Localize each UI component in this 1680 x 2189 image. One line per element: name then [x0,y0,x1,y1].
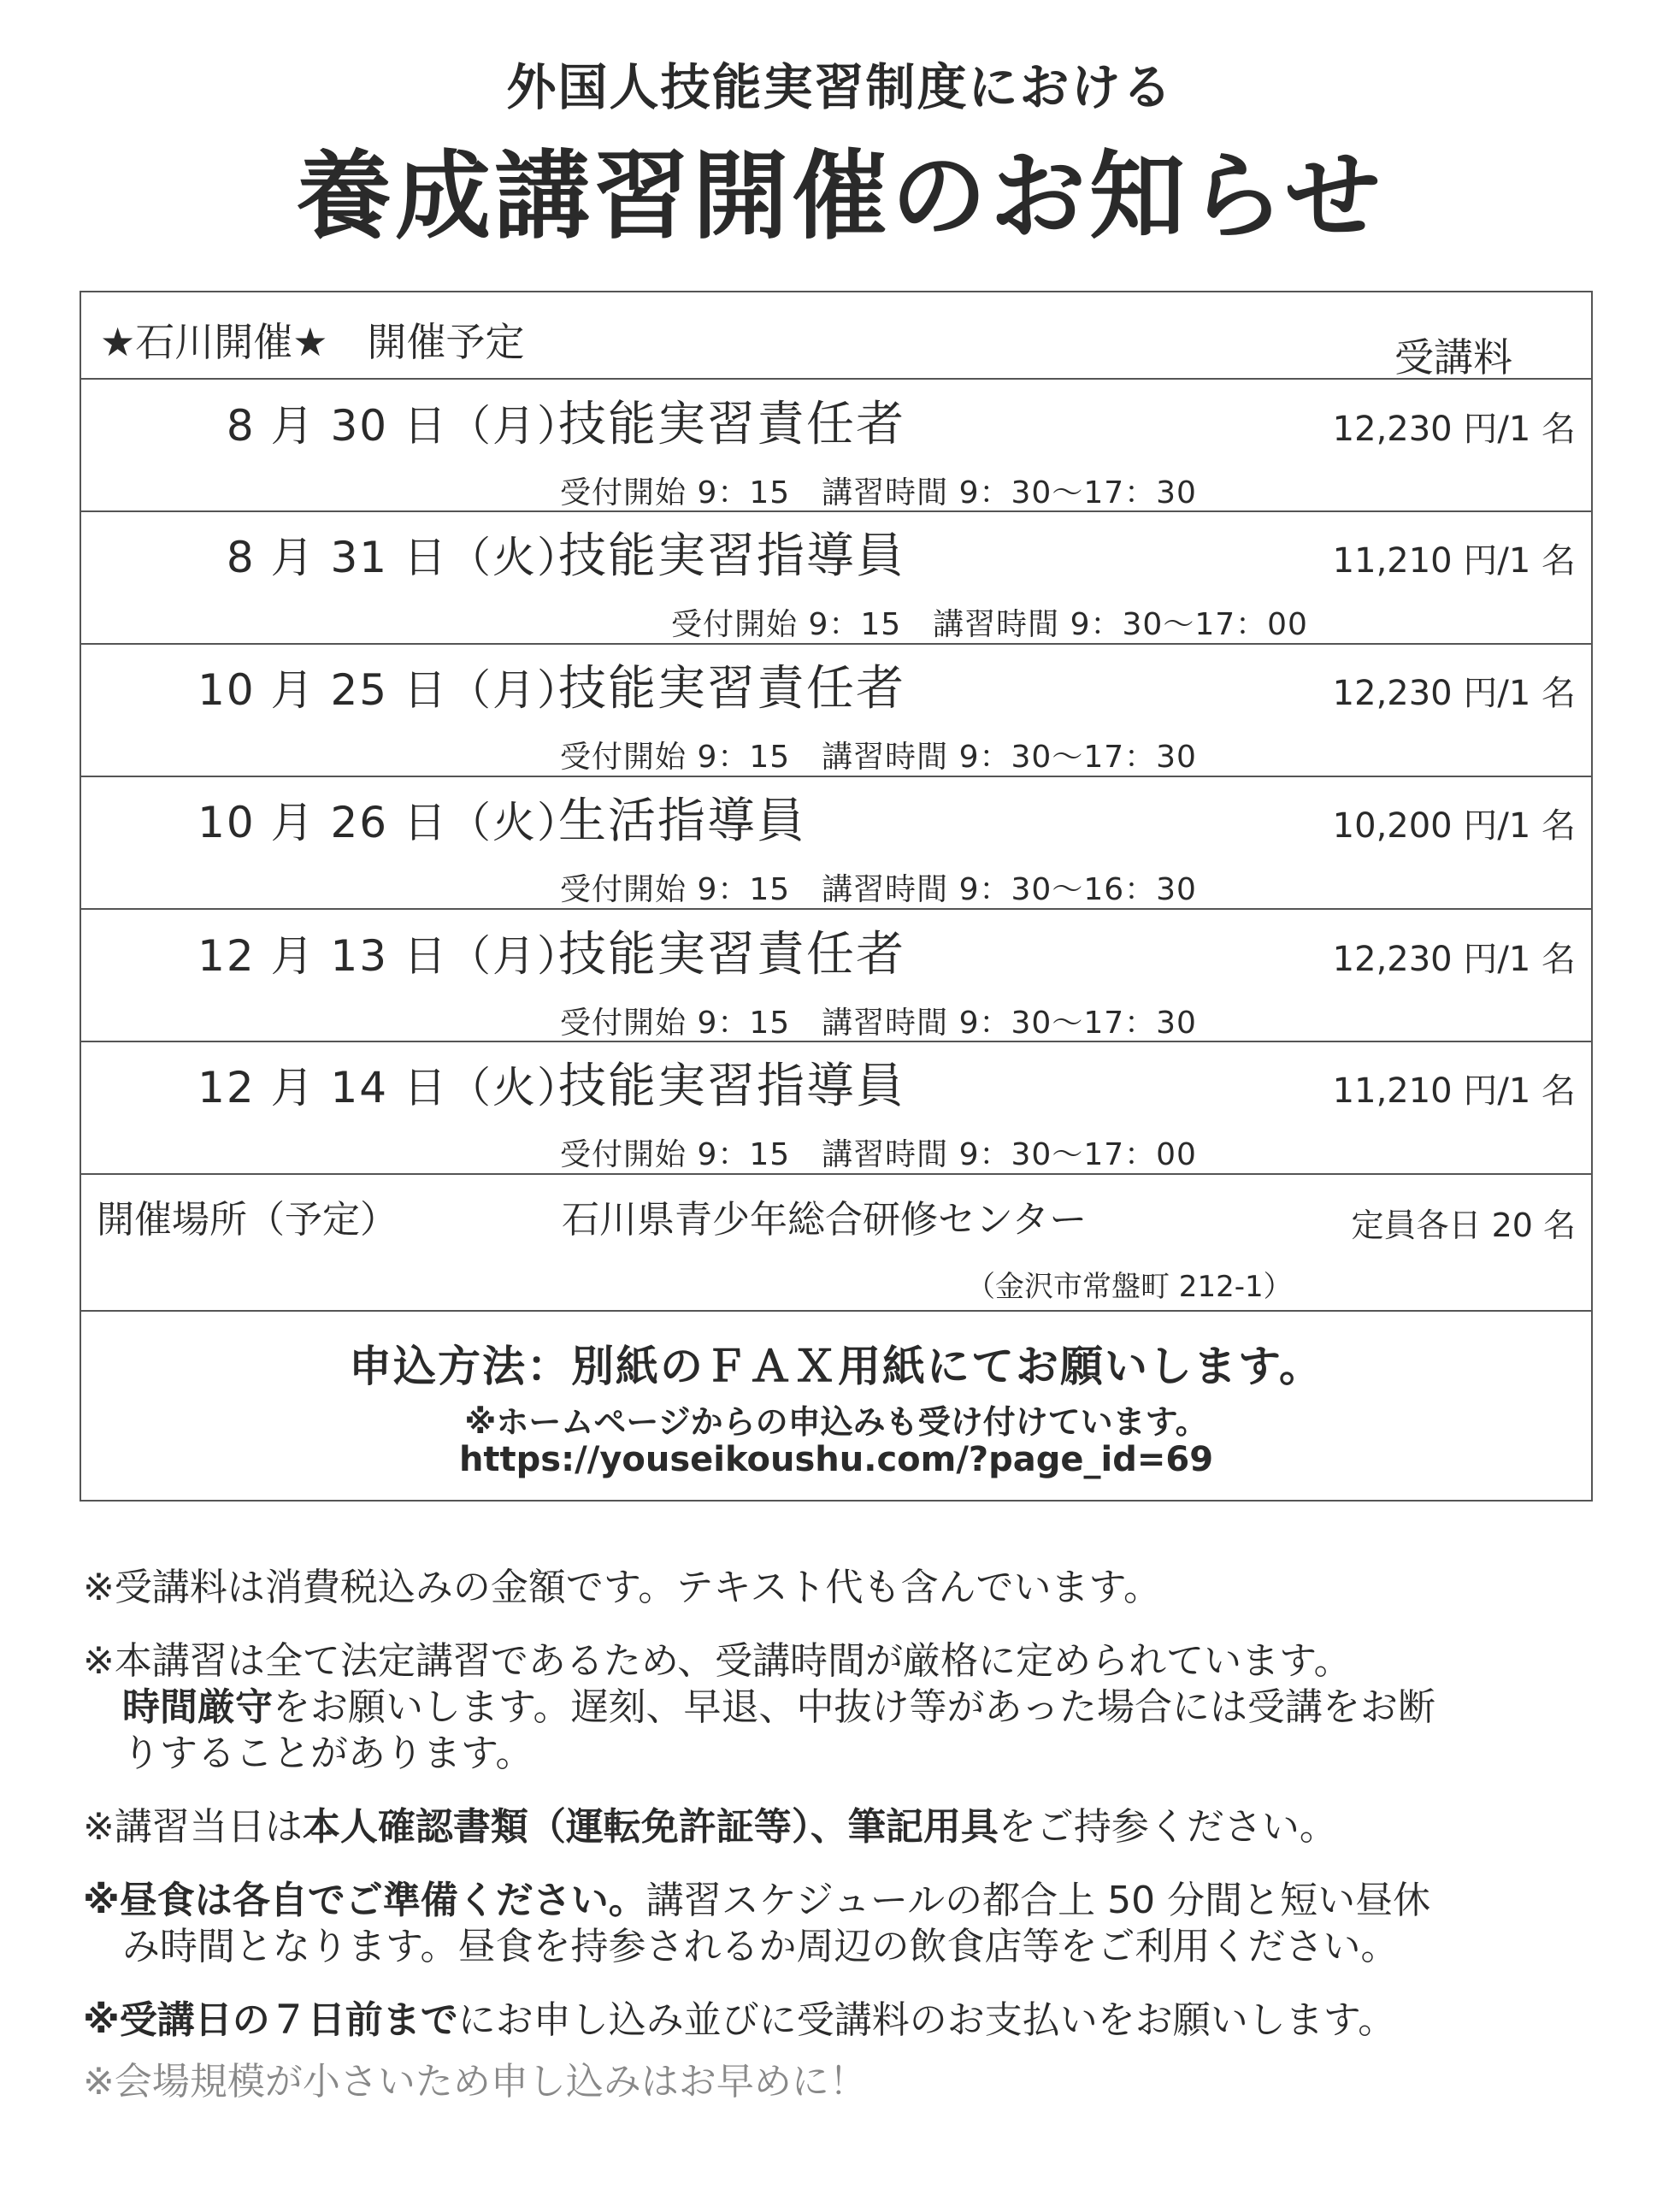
note-text: ※本講習は全て法定講習であるため、受講時間が厳格に定められています。 [83,1639,1352,1683]
session-fee: 12,230 円/1 名 [1332,674,1576,713]
note-text: み時間となります。昼食を持参されるか周辺の飲食店等をご利用ください。 [122,1925,1399,1968]
session-course: 技能実習指導員 [558,1059,905,1114]
subtitle: 外国人技能実習制度における [506,58,1174,116]
note-fee: ※受講料は消費税込みの金額です。テキスト代も含んでいます。 [83,1566,1161,1609]
session-fee: 12,230 円/1 名 [1332,410,1576,449]
schedule-table [80,291,1593,1502]
note-early-apply: ※会場規模が小さいため申し込みはお早めに！ [83,2060,867,2103]
session-course: 技能実習指導員 [558,528,905,584]
session-time: 受付開始 9：15 講習時間 9：30～17：00 [560,1137,1197,1172]
notes-section [83,1565,1622,2133]
venue-label: 開催場所（予定） [97,1198,398,1242]
venue-name: 石川県青少年総合研修センター [562,1198,1088,1242]
session-date: 12 月 13 日（月） [197,931,581,981]
session-date: 8 月 30 日（月） [226,401,581,451]
session-course: 生活指導員 [558,794,806,849]
note-text: りすることがあります。 [122,1732,533,1775]
apply-method: 申込方法：別紙のＦＡＸ用紙にてお願いします。 [349,1342,1323,1391]
header-fee-label: 受講料 [1394,334,1512,381]
apply-web-note: ※ホームページからの申込みも受け付けています。 [464,1403,1208,1441]
session-date: 10 月 25 日（月） [197,665,581,715]
session-time: 受付開始 9：15 講習時間 9：30～17：30 [560,475,1197,510]
header-location-label: ★石川開催★ 開催予定 [100,319,525,365]
session-time: 受付開始 9：15 講習時間 9：30～17：00 [671,607,1308,642]
venue-address: （金沢市常盤町 212-1） [966,1270,1293,1304]
session-fee: 11,210 円/1 名 [1332,1071,1576,1111]
note-text: にお申し込み並びに受講料のお支払いをお願いします。 [457,1998,1396,2042]
session-fee: 10,200 円/1 名 [1332,806,1576,846]
note-emphasis: 時間厳守 [122,1685,273,1729]
session-course: 技能実習責任者 [558,661,905,717]
session-time: 受付開始 9：15 講習時間 9：30～17：30 [560,1006,1197,1041]
note-emphasis: 本人確認書類（運転免許証等）、筆記用具 [302,1805,999,1849]
page-title: 養成講習開催のお知らせ [296,141,1384,252]
venue-capacity: 定員各日 20 名 [1351,1207,1576,1244]
session-fee: 12,230 円/1 名 [1332,940,1576,979]
session-fee: 11,210 円/1 名 [1332,541,1576,581]
note-emphasis: ※昼食は各自でご準備ください。 [83,1879,646,1922]
session-date: 12 月 14 日（火） [197,1063,581,1112]
note-text: 講習スケジュールの都合上 50 分間と短い昼休 [645,1879,1431,1922]
note-text: をご持参ください。 [998,1805,1337,1849]
session-time: 受付開始 9：15 講習時間 9：30～16：30 [560,872,1197,907]
session-course: 技能実習責任者 [558,397,905,452]
note-text [83,1685,1622,1731]
session-date: 8 月 31 日（火） [226,533,581,582]
note-time-strict [83,1638,1622,1777]
note-text: ※講習当日は [83,1805,303,1849]
note-text: をお願いします。遅刻、早退、中抜け等があった場合には受講をお断 [273,1685,1436,1729]
note-lunch [83,1878,1622,1970]
note-emphasis: ※受講日の７日前まで [83,1998,458,2042]
note-deadline [83,1997,1622,2044]
session-date: 10 月 26 日（火） [197,798,581,847]
note-bring-items [83,1804,1622,1850]
session-time: 受付開始 9：15 講習時間 9：30～17：30 [560,740,1197,775]
session-course: 技能実習責任者 [558,927,905,982]
apply-url[interactable]: https://youseikoushu.com/?page_id=69 [458,1440,1214,1479]
